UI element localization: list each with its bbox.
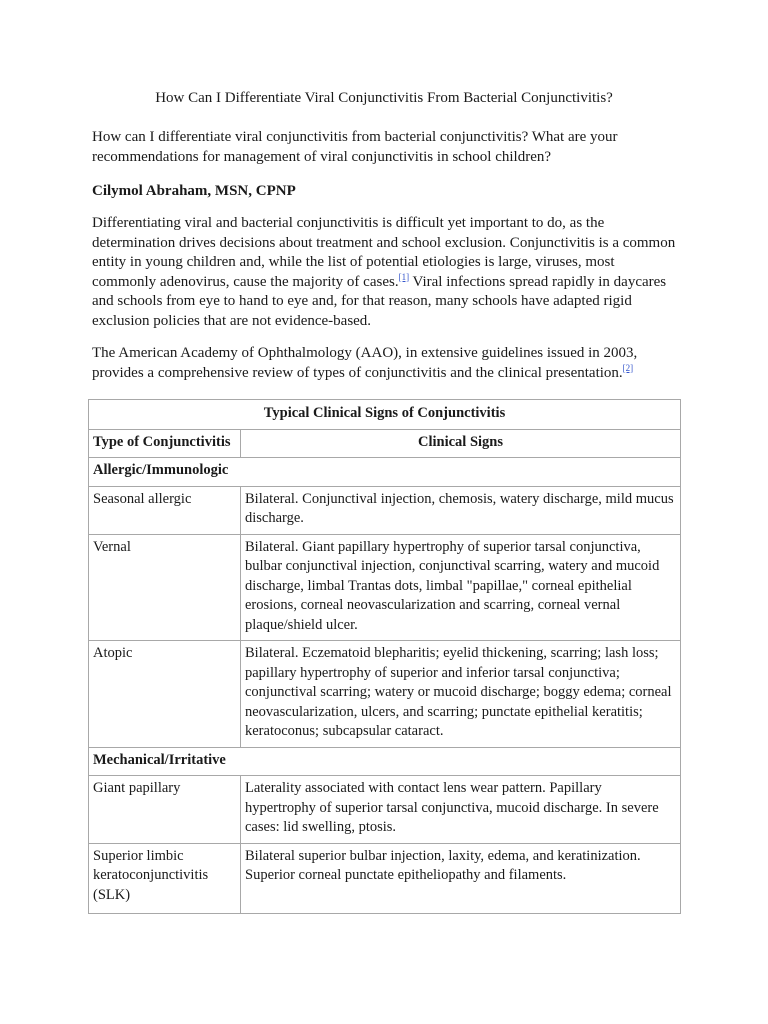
cell-signs: Laterality associated with contact lens wear pattern. Papillary hypertrophy of superior tarsal conjunctiva, mucoid discharge. In severe cases: lid swelling, ptosis. (241, 776, 681, 844)
table-row (89, 486, 681, 534)
table-row (89, 843, 681, 914)
cell-type: Vernal (89, 534, 241, 641)
cell-type: Seasonal allergic (89, 486, 241, 534)
group-heading-mechanical: Mechanical/Irritative (89, 747, 681, 776)
table-caption: Typical Clinical Signs of Conjunctivitis (89, 400, 681, 430)
cell-signs: Bilateral. Eczematoid blepharitis; eyelid thickening, scarring; lash loss; papillary hypertrophy of superior and inferior tarsal conjunctiva; conjunctival scarring; watery or mucoid discharge; boggy edema; corneal neovascularization, ulcers, and scarring; punctate epithelial keratitis; keratoconus; subcapsular cataract. (241, 641, 681, 748)
cell-signs: Bilateral. Conjunctival injection, chemosis, watery discharge, mild mucus discharge. (241, 486, 681, 534)
reference-link-1[interactable]: [1] (398, 271, 410, 282)
group-row (89, 747, 681, 776)
column-header-type: Type of Conjunctivitis (89, 429, 241, 458)
cell-type: Superior limbic keratoconjunctivitis (SLK) (89, 843, 241, 914)
intro-paragraph (92, 214, 682, 331)
table-caption-row (89, 400, 681, 430)
cell-signs: Bilateral superior bulbar injection, laxity, edema, and keratinization. Superior corneal punctate epitheliopathy and filaments. (241, 843, 681, 914)
table-header-row (89, 429, 681, 458)
cell-signs: Bilateral. Giant papillary hypertrophy of superior tarsal conjunctiva, bulbar conjunctival injection, conjunctival scarring, watery and mucoid discharge, limbal Trantas dots, limbal "papillae," corneal epithelial erosions, corneal neovascularization and scarring, corneal vernal plaque/shield ulcer. (241, 534, 681, 641)
author-line: Cilymol Abraham, MSN, CPNP (92, 183, 296, 199)
table-row (89, 534, 681, 641)
aao-paragraph (92, 344, 682, 383)
group-heading-allergic: Allergic/Immunologic (89, 458, 681, 487)
clinical-signs-table (88, 399, 681, 914)
cell-type: Giant papillary (89, 776, 241, 844)
table-row (89, 641, 681, 748)
column-header-signs: Clinical Signs (241, 429, 681, 458)
table-row (89, 776, 681, 844)
intro-text-a: Differentiating viral and bacterial conjunctivitis is difficult yet important to do, as the determination drives decisions about treatment and school exclusion. Conjunctivitis is a common entity in young children and, while the list of potential etiologies is large, viruses, most commonly adenovirus, cause the majority of cases. (92, 215, 676, 290)
cell-type: Atopic (89, 641, 241, 748)
group-row (89, 458, 681, 487)
document-title: How Can I Differentiate Viral Conjunctivitis From Bacterial Conjunctivitis? (155, 90, 613, 106)
reference-link-2[interactable]: [2] (622, 362, 634, 373)
question-paragraph: How can I differentiate viral conjunctivitis from bacterial conjunctivitis? What are your recommendations for management of viral conjunctivitis in school children? (92, 129, 618, 165)
aao-text: The American Academy of Ophthalmology (AAO), in extensive guidelines issued in 2003, provides a comprehensive review of types of conjunctivitis and the clinical presentation. (92, 345, 638, 381)
intro-text-b: Viral infections spread rapidly in daycares and schools from eye to hand to eye and, for that reason, many schools have adapted rigid exclusion policies that are not evidence-based. (92, 273, 667, 329)
